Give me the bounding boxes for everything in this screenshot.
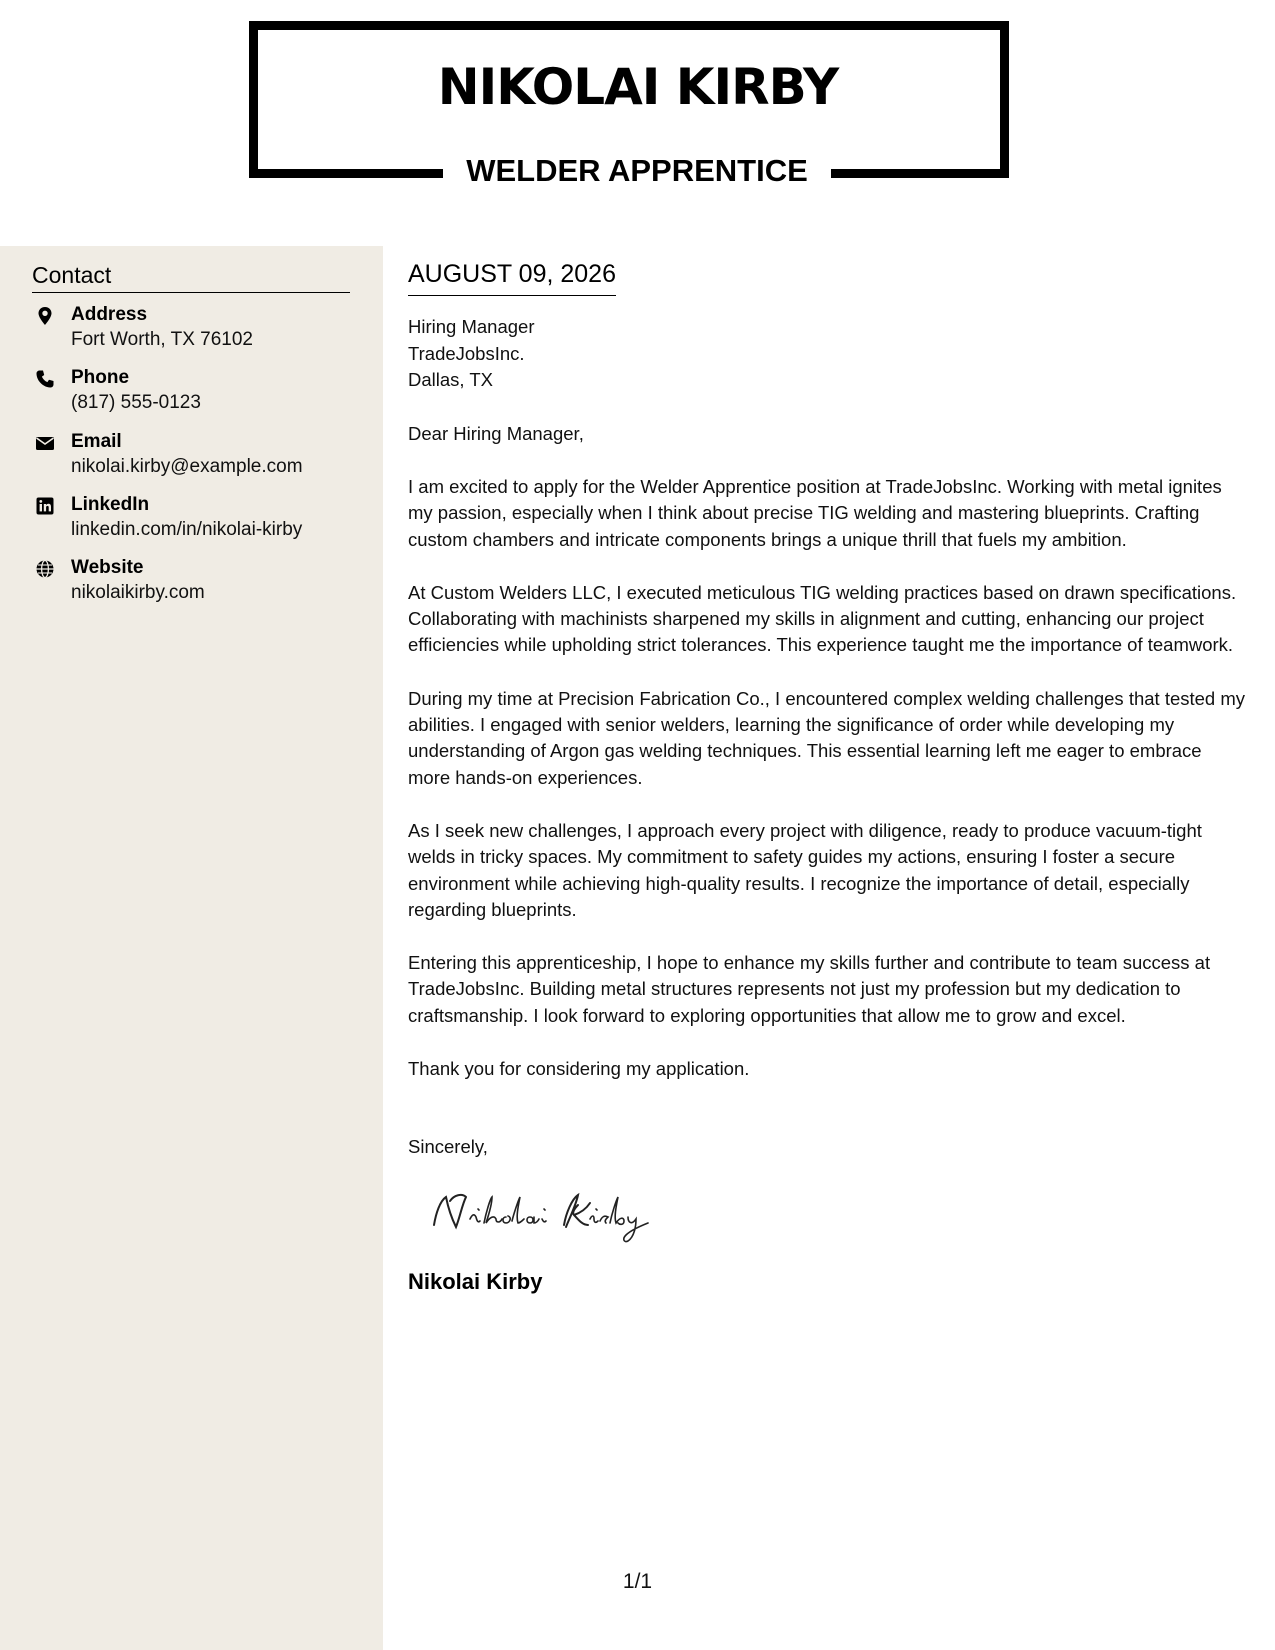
letter-paragraph: Entering this apprenticeship, I hope to enhance my skills further and contribute to team success at TradeJobsInc. Building metal structures represents not just my profession but my dedication to craftsmanship. I look forward to exploring opportunities that allow me to grow and excel. <box>408 952 1211 1026</box>
page-number: 1/1 <box>622 1570 653 1593</box>
globe-icon <box>35 559 55 579</box>
job-title: WELDER APPRENTICE <box>466 153 808 188</box>
salutation: Dear Hiring Manager, <box>408 422 584 444</box>
letter-paragraph: Thank you for considering my application. <box>408 1058 750 1080</box>
closing: Sincerely, <box>408 1136 488 1158</box>
map-pin-icon <box>35 306 55 326</box>
recipient-block <box>408 314 1248 394</box>
header-frame-bottom-right <box>831 169 1009 178</box>
contact-value: nikolai.kirby@example.com <box>71 456 303 477</box>
letter-body <box>408 260 1248 1295</box>
contact-label: Phone <box>71 367 130 388</box>
contact-value: Fort Worth, TX 76102 <box>71 329 253 350</box>
contact-heading: Contact <box>32 262 350 293</box>
letter-paragraph: During my time at Precision Fabrication Co., I encountered complex welding challenges that tested my abilities. I engaged with senior welders, learning the significance of order while developing my understanding of Argon gas welding techniques. This essential learning left me eager to embrace more hands-on experiences. <box>408 687 1246 788</box>
letter-paragraph: I am excited to apply for the Welder Apprentice position at TradeJobsInc. Working with metal ignites my passion, especially when I think about precise TIG welding and mastering blueprints. Crafting custom chambers and intricate components brings a unique thrill that fuels my ambition. <box>408 476 1222 550</box>
contact-value: linkedin.com/in/nikolai-kirby <box>71 519 303 540</box>
contact-label: Email <box>71 431 122 452</box>
signer-name: Nikolai Kirby <box>408 1268 543 1294</box>
header-frame-bottom-left <box>249 169 443 178</box>
recipient-line: Hiring Manager <box>408 316 535 337</box>
letter-paragraph: At Custom Welders LLC, I executed meticulous TIG welding practices based on drawn specifications. Collaborating with machinists sharpened my skills in alignment and cutting, enhancing our project efficiencies while upholding strict tolerances. This experience taught me the importance of teamwork. <box>408 581 1237 656</box>
contact-label: Address <box>71 304 148 325</box>
contact-label: LinkedIn <box>71 494 150 515</box>
letter-date: AUGUST 09, 2026 <box>408 260 616 296</box>
recipient-line: Dallas, TX <box>408 369 493 390</box>
phone-icon <box>35 369 55 389</box>
contact-value: nikolaikirby.com <box>71 582 205 603</box>
contact-value: (817) 555-0123 <box>71 392 201 413</box>
handwritten-signature <box>426 1183 666 1245</box>
linkedin-icon <box>35 496 55 516</box>
contact-label: Website <box>71 557 144 578</box>
applicant-name: NIKOLAI KIRBY <box>437 58 839 116</box>
envelope-icon <box>35 433 55 453</box>
recipient-line: TradeJobsInc. <box>408 342 525 364</box>
letter-paragraph: As I seek new challenges, I approach every project with diligence, ready to produce vacuum-tight welds in tricky spaces. My commitment to safety guides my actions, ensuring I foster a secure environment while achieving high-quality results. I recognize the importance of detail, especially regarding blueprints. <box>408 819 1202 920</box>
